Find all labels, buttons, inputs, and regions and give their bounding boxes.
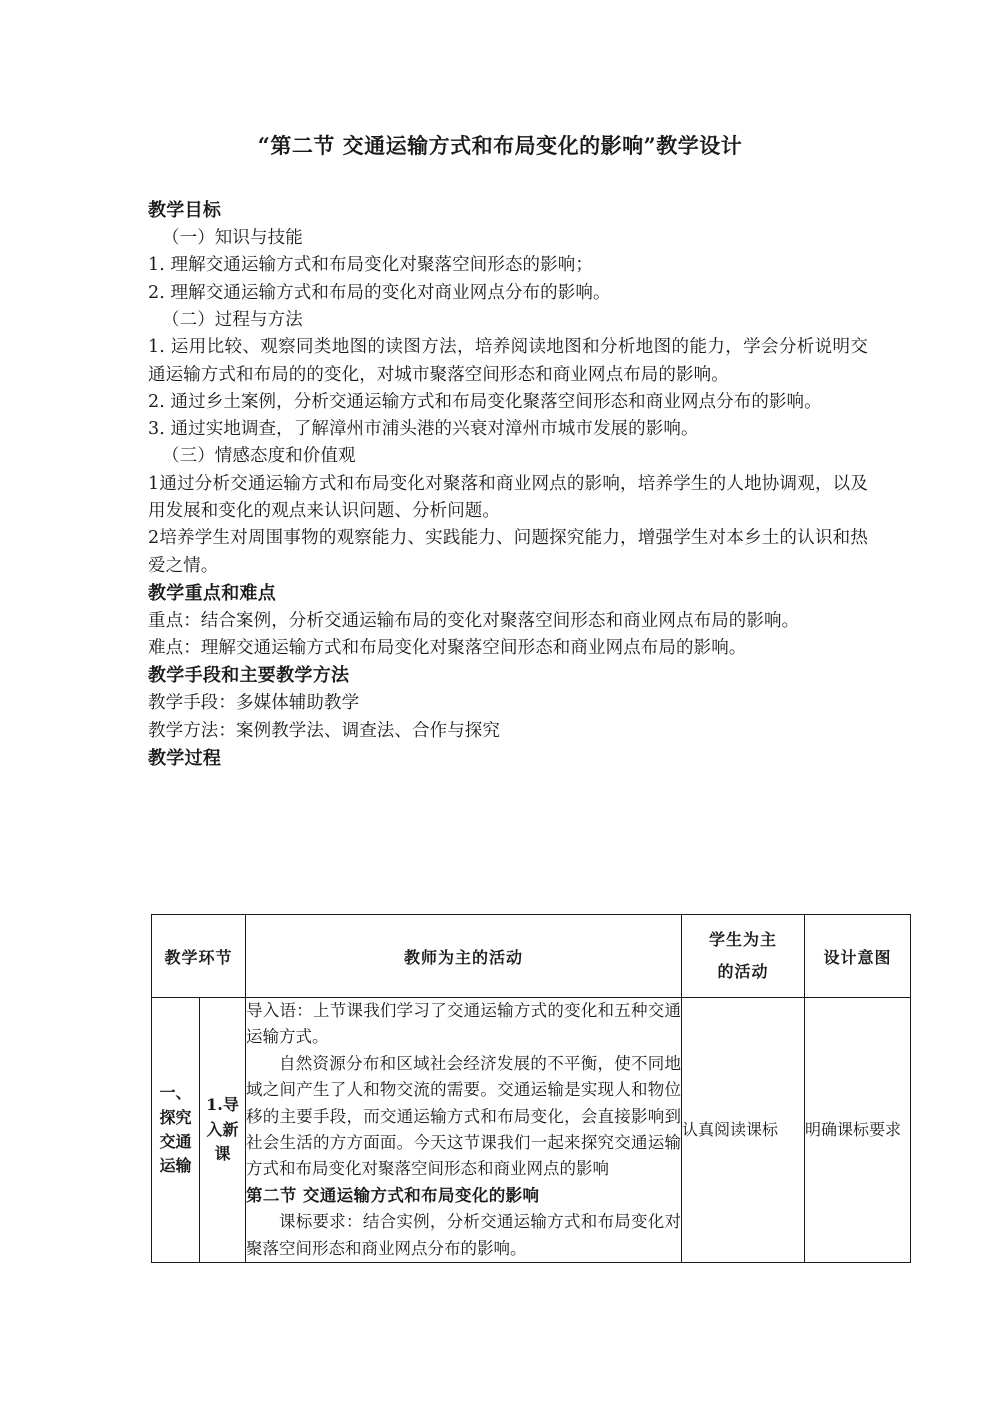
teacher-activity-subheading: 第二节 交通运输方式和布局变化的影响 [246, 1185, 540, 1205]
table-header-stage: 教学环节 [152, 915, 246, 998]
teacher-activity-paragraph: 导入语：上节课我们学习了交通运输方式的变化和五种交通运输方式。 [246, 1001, 682, 1047]
lesson-plan-table [151, 914, 911, 1263]
table-header-teacher-activity: 教师为主的活动 [246, 915, 682, 998]
stage-major-label: 一、探究交通运输 [152, 998, 200, 1263]
table-header-row [152, 915, 911, 998]
objective-line: 1通过分析交通运输方式和布局变化对聚落和商业网点的影响，培养学生的人地协调观，以及用发展和变化的观点来认识问题、分析问题。 [148, 473, 868, 522]
section-heading-objectives: 教学目标 [148, 200, 222, 222]
key-point-line: 重点：结合案例，分析交通运输布局的变化对聚落空间形态和商业网点布局的影响。 [148, 610, 800, 631]
teacher-activity-paragraph: 课标要求：结合实例，分析交通运输方式和布局变化对聚落空间形态和商业网点分布的影响。 [246, 1212, 682, 1258]
objective-line: 1. 理解交通运输方式和布局变化对聚落空间形态的影响； [148, 255, 593, 276]
page-title: “第二节 交通运输方式和布局变化的影响”教学设计 [257, 133, 743, 158]
design-intent-cell [805, 998, 911, 1263]
section-heading-key-points: 教学重点和难点 [148, 582, 277, 604]
student-activity-cell [682, 998, 805, 1263]
objective-line: 3. 通过实地调查，了解漳州市浦头港的兴衰对漳州市城市发展的影响。 [148, 419, 699, 440]
objective-line: （一）知识与技能 [162, 228, 303, 249]
objective-line: 2培养学生对周围事物的观察能力、实践能力、问题探究能力，增强学生对本乡土的认识和热爱之情。 [148, 528, 868, 576]
table-row [152, 998, 911, 1263]
teacher-activity-cell [246, 998, 682, 1263]
student-header-line-1: 学生为主 [709, 930, 778, 949]
table-header-design-intent: 设计意图 [805, 915, 911, 998]
section-heading-process: 教学过程 [148, 747, 222, 769]
table-header-student-activity [682, 915, 805, 998]
document-body [0, 197, 1000, 773]
method-line: 教学手段：多媒体辅助教学 [148, 693, 360, 714]
teacher-activity-paragraph: 自然资源分布和区域社会经济发展的不平衡，使不同地域之间产生了人和物交流的需要。交通运输是实现人和物位移的主要手段，而交通运输方式和布局变化，会直接影响到社会生活的方方面面。今天这节课我们一起来探究交通运输方式和布局变化对聚落空间形态和商业网点的影响 [246, 1053, 682, 1179]
method-line: 教学方法：案例教学法、调查法、合作与探究 [148, 720, 500, 741]
key-point-line: 难点：理解交通运输方式和布局变化对聚落空间形态和商业网点布局的影响。 [148, 638, 747, 659]
student-activity-text: 认真阅读课标 [682, 1119, 779, 1139]
design-intent-text: 明确课标要求 [805, 1119, 902, 1139]
stage-minor-label: 1.导入新课 [200, 998, 246, 1263]
student-header-line-2: 的活动 [717, 962, 769, 981]
objective-line: （三）情感态度和价值观 [162, 446, 356, 467]
section-heading-methods: 教学手段和主要教学方法 [148, 665, 350, 687]
objective-line: 2. 理解交通运输方式和布局的变化对商业网点分布的影响。 [148, 282, 611, 303]
objective-line: 1. 运用比较、观察同类地图的读图方法，培养阅读地图和分析地图的能力，学会分析说明交通运输方式和布局的的变化，对城市聚落空间形态和商业网点布局的影响。 [148, 337, 868, 385]
objective-line: 2. 通过乡土案例，分析交通运输方式和布局变化聚落空间形态和商业网点分布的影响。 [148, 391, 822, 412]
lesson-plan-table-wrapper [151, 914, 910, 1263]
objective-line: （二）过程与方法 [162, 309, 303, 330]
